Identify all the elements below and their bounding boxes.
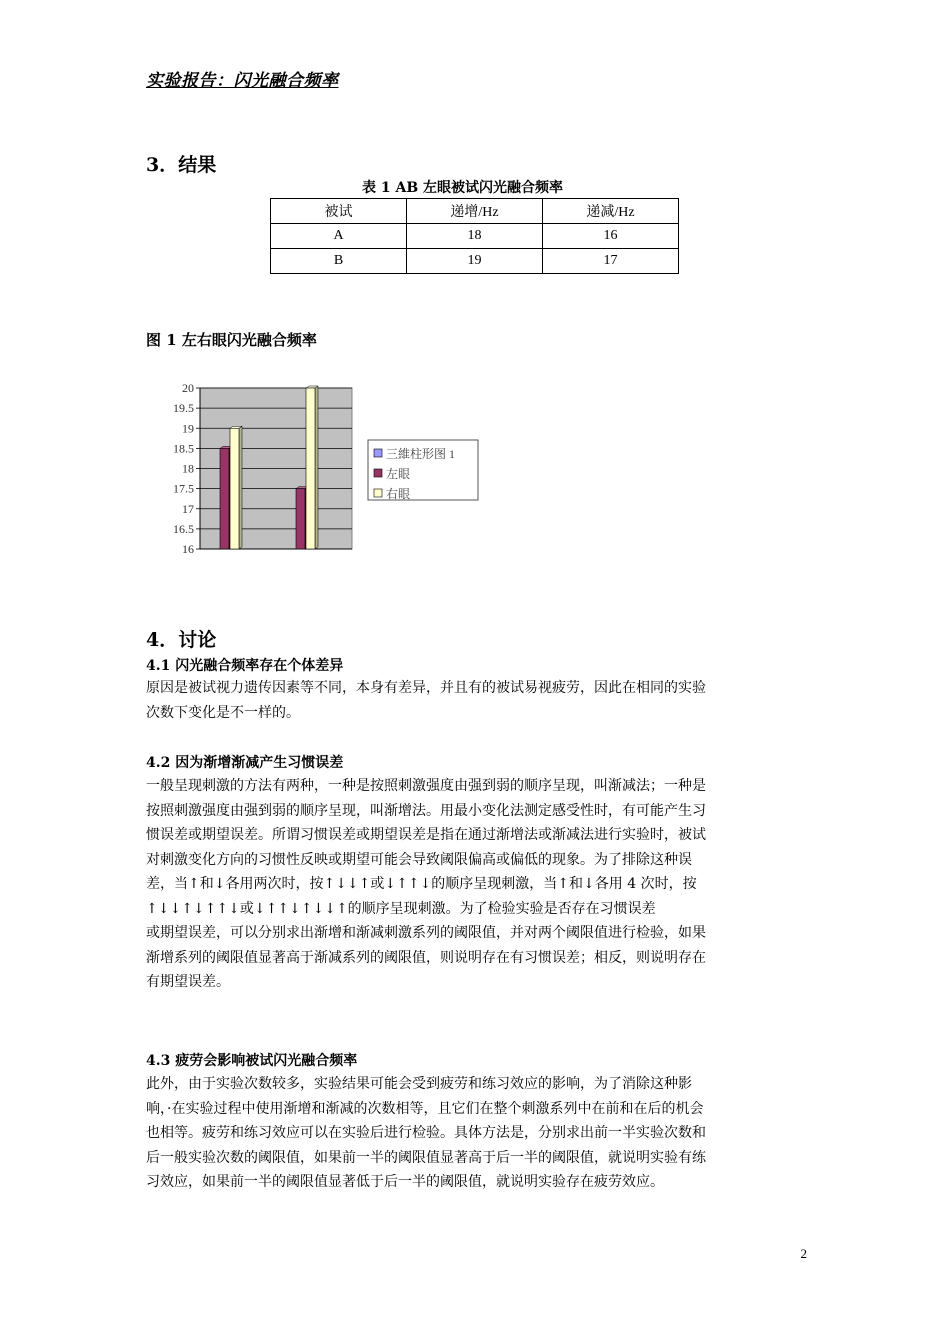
table-row — [271, 249, 679, 274]
table-cell: A — [271, 224, 407, 249]
y-tick-label: 19 — [182, 421, 194, 436]
bar — [306, 388, 315, 549]
text-line: 此外，由于实验次数较多，实验结果可能会受到疲劳和练习效应的影响，为了消除这种影 — [146, 1076, 692, 1092]
text-line: 一般呈现刺激的方法有两种，一种是按照刺激强度由强到弱的顺序呈现，叫渐减法；一种是 — [146, 778, 706, 794]
bar — [296, 489, 305, 549]
text-line: 按照刺激强度由强到弱的顺序呈现，叫渐增法。用最小变化法测定感受性时，有可能产生习 — [146, 802, 706, 819]
table-header-row — [271, 199, 679, 224]
page-number: 2 — [800, 1246, 807, 1261]
text-line: 次数下变化是不一样的。 — [146, 704, 300, 721]
legend-label: 三維柱形图 1 — [386, 447, 456, 461]
y-tick-label: 19.5 — [173, 401, 194, 416]
text-line: 惯误差或期望误差。所谓习惯误差或期望误差是指在通过渐增法或渐减法进行实验时，被试 — [146, 827, 706, 843]
subsection-4-2-text — [146, 774, 810, 995]
legend-swatch — [374, 469, 382, 477]
y-tick-label: 17 — [182, 501, 194, 516]
legend-swatch — [374, 449, 382, 457]
text-line: 原因是被试视力遗传因素等不同，本身有差异，并且有的被试易视疲劳，因此在相同的实验 — [146, 680, 706, 696]
subsection-4-3-text — [146, 1072, 810, 1195]
table-row — [271, 224, 679, 249]
legend-swatch — [374, 489, 382, 497]
y-tick-label: 16 — [182, 542, 194, 556]
section-4-title: 4．讨论 — [146, 629, 217, 651]
bar-side — [239, 426, 242, 549]
table-1 — [270, 198, 679, 274]
subsection-4-1-text — [146, 676, 810, 725]
page-header: 实验报告：闪光融合频率 — [146, 71, 339, 91]
text-line: ↑↓↓↑↓↑↑↓或↓↑↑↓↑↓↓↑的顺序呈现刺激。为了检验实验是否存在习惯误差 — [146, 900, 656, 917]
text-line: 响，·在实验过程中使用渐增和渐减的次数相等，且它们在整个刺激系列中在前和在后的机会 — [146, 1100, 704, 1117]
bar-chart — [150, 378, 490, 563]
table-header-cell: 递减/Hz — [543, 199, 679, 224]
y-tick-label: 17.5 — [173, 481, 194, 496]
table-cell: 16 — [543, 224, 679, 249]
legend-label: 右眼 — [386, 487, 411, 501]
subsection-4-1-title: 4.1 闪光融合频率存在个体差异 — [146, 658, 344, 674]
table-header-cell: 被试 — [271, 199, 407, 224]
legend-label: 左眼 — [386, 467, 411, 481]
subsection-4-3-title: 4.3 疲劳会影响被试闪光融合频率 — [146, 1053, 358, 1069]
bar-side — [315, 386, 318, 549]
text-line: 习效应，如果前一半的阈限值显著低于后一半的阈限值，就说明实验存在疲劳效应。 — [146, 1174, 664, 1190]
bar — [220, 448, 229, 549]
text-line: 差，当↑和↓各用两次时，按↑↓↓↑或↓↑↑↓的顺序呈现刺激，当↑和↓各用 4 次时，按 — [146, 876, 697, 892]
text-line: 后一般实验次数的阈限值，如果前一半的阈限值显著高于后一半的阈限值，就说明实验有练 — [146, 1149, 706, 1166]
table-header-cell: 递增/Hz — [407, 199, 543, 224]
table-cell: 18 — [407, 224, 543, 249]
y-tick-label: 18 — [182, 461, 194, 476]
y-tick-label: 18.5 — [173, 441, 194, 456]
table-cell: 19 — [407, 249, 543, 274]
text-line: 或期望误差，可以分别求出渐增和渐减刺激系列的阈限值，并对两个阈限值进行检验，如果 — [146, 925, 706, 941]
text-line: 渐增系列的阈限值显著高于渐减系列的阈限值，则说明存在有习惯误差；相反，则说明存在 — [146, 949, 706, 966]
text-line: 对刺激变化方向的习惯性反映或期望可能会导致阈限偏高或偏低的现象。为了排除这种误 — [146, 851, 692, 868]
section-3-title: 3．结果 — [146, 154, 217, 176]
bar — [230, 428, 239, 549]
y-tick-label: 20 — [182, 381, 194, 395]
table-1-caption: 表 1 AB 左眼被试闪光融合频率 — [362, 180, 564, 196]
y-tick-label: 16.5 — [173, 521, 194, 536]
table-cell: 17 — [543, 249, 679, 274]
figure-1-caption: 图 1 左右眼闪光融合频率 — [146, 331, 317, 349]
table-cell: B — [271, 249, 407, 274]
subsection-4-2-title: 4.2 因为渐增渐减产生习惯误差 — [146, 755, 344, 771]
text-line: 也相等。疲劳和练习效应可以在实验后进行检验。具体方法是，分别求出前一半实验次数和 — [146, 1125, 706, 1141]
text-line: 有期望误差。 — [146, 974, 230, 990]
